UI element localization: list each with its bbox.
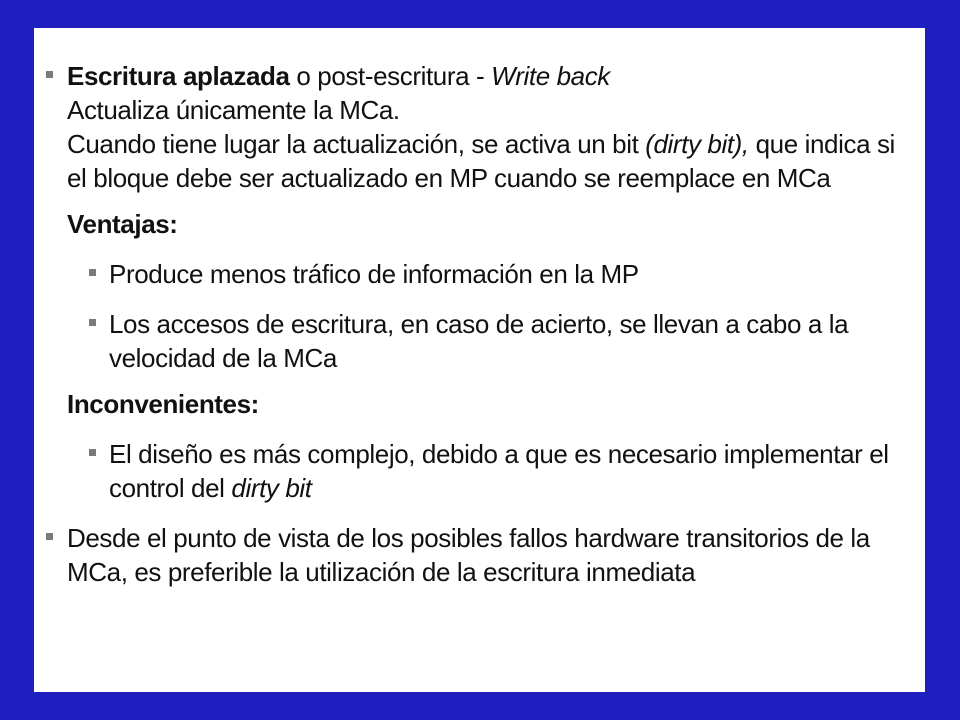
ventaja-1-line1: Produce menos tráfico de información en la MP bbox=[109, 259, 639, 289]
inconvenientes-heading: Inconvenientes: bbox=[67, 389, 259, 419]
ventajas-heading: Ventajas: bbox=[67, 209, 178, 239]
inconveniente-line1: El diseño es más complejo, debido a que es necesario implementar el bbox=[109, 439, 889, 469]
square-bullet-icon bbox=[46, 533, 53, 540]
square-bullet-icon bbox=[89, 269, 96, 276]
title-rest: o post-escritura - bbox=[289, 61, 492, 91]
inconveniente-line2-italic: dirty bit bbox=[231, 473, 312, 503]
inconveniente-item-1 bbox=[34, 437, 925, 505]
bullet-write-back bbox=[34, 59, 925, 195]
inconveniente-line2-pre: control del bbox=[109, 473, 232, 503]
transient-faults-line2: MCa, es preferible la utilización de la escritura inmediata bbox=[67, 557, 696, 587]
ventaja-item-1 bbox=[34, 257, 925, 291]
transient-faults-line1: Desde el punto de vista de los posibles fallos hardware transitorios de la bbox=[67, 523, 870, 553]
square-bullet-icon bbox=[89, 319, 96, 326]
write-back-line4: el bloque debe ser actualizado en MP cuando se reemplace en MCa bbox=[67, 163, 831, 193]
write-back-line2: Actualiza únicamente la MCa. bbox=[67, 95, 400, 125]
inconveniente-line2 bbox=[109, 471, 925, 505]
write-back-title bbox=[67, 59, 925, 93]
line3-pre: Cuando tiene lugar la actualización, se activa un bit bbox=[67, 129, 646, 159]
slide-panel bbox=[34, 28, 925, 692]
square-bullet-icon bbox=[89, 449, 96, 456]
write-back-line3 bbox=[67, 127, 925, 161]
bullet-transient-faults bbox=[34, 521, 925, 589]
ventaja-2-line1: Los accesos de escritura, en caso de acierto, se llevan a cabo a la bbox=[109, 309, 849, 339]
ventaja-2-line2: velocidad de la MCa bbox=[109, 343, 337, 373]
title-italic: Write back bbox=[491, 61, 610, 91]
line3-post: que indica si bbox=[748, 129, 895, 159]
square-bullet-icon bbox=[46, 71, 53, 78]
line3-italic: (dirty bit), bbox=[645, 129, 749, 159]
ventaja-item-2 bbox=[34, 307, 925, 375]
title-bold: Escritura aplazada bbox=[67, 61, 290, 91]
